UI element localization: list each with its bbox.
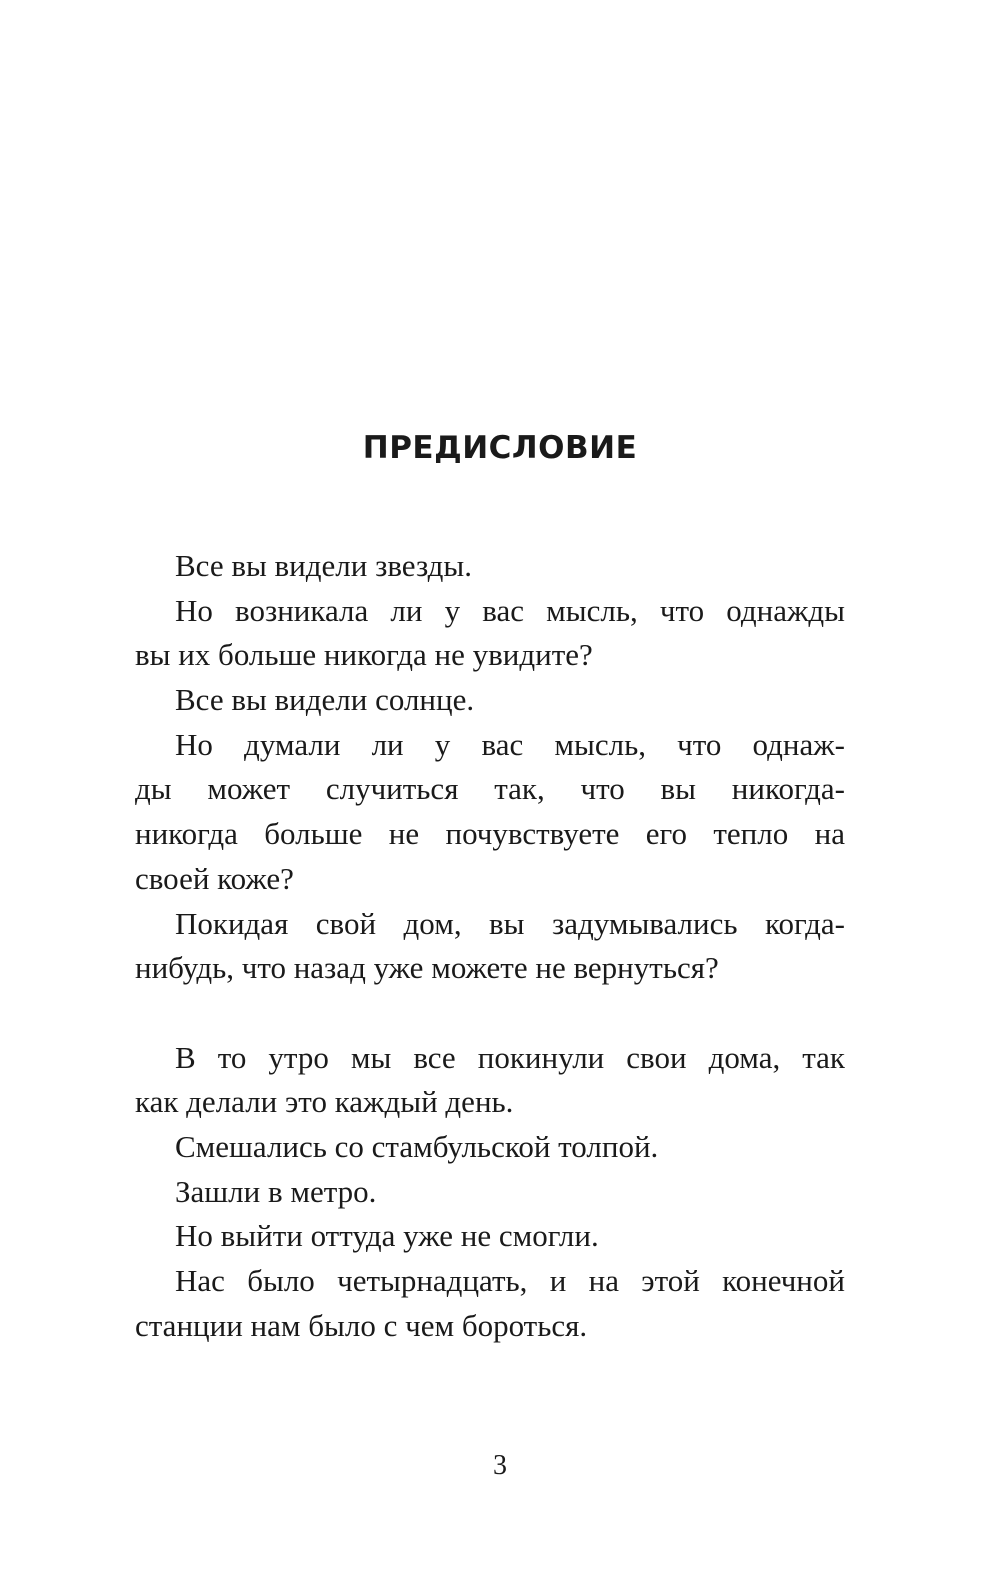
text-line: В то утро мы все покинули свои дома, так [175,1039,845,1075]
paragraph [135,1259,845,1348]
paragraph [135,1170,845,1215]
text-line: вы их больше никогда не увидите? [135,637,593,673]
paragraph [135,902,845,991]
paragraph [135,1125,845,1170]
text-line: Все вы видели звезды. [175,548,472,583]
text-line: Зашли в метро. [175,1173,377,1209]
text-line: никогда больше не почувствуете его тепло на [135,816,845,852]
text-line: Но думали ли у вас мысль, что однаж- [175,726,845,762]
text-line: Но выйти оттуда уже не смогли. [175,1218,599,1254]
paragraph [135,1036,845,1125]
text-line: ды может случиться так, что вы никогда- [135,771,845,807]
chapter-title: ПРЕДИСЛОВИЕ [362,430,638,466]
text-section [135,1036,845,1349]
page-number: 3 [493,1450,507,1481]
text-line: как делали это каждый день. [135,1084,514,1120]
text-line: Все вы видели солнце. [175,682,475,718]
text-line: Покидая свой дом, вы задумывались когда- [175,905,845,941]
paragraph [135,589,845,678]
text-line: Смешались со стамбульской толпой. [175,1128,659,1164]
paragraph [135,544,845,589]
text-line: своей коже? [135,860,294,896]
text-line: нибудь, что назад уже можете не вернуться? [135,950,719,986]
text-line: Но возникала ли у вас мысль, что однажды [175,592,845,628]
paragraph [135,1214,845,1259]
body-text [135,544,845,1348]
text-line: станции нам было с чем бороться. [135,1307,588,1343]
paragraph [135,678,845,723]
text-line: Нас было четырнадцать, и на этой конечной [175,1263,845,1298]
text-section [135,544,845,991]
paragraph [135,723,845,902]
